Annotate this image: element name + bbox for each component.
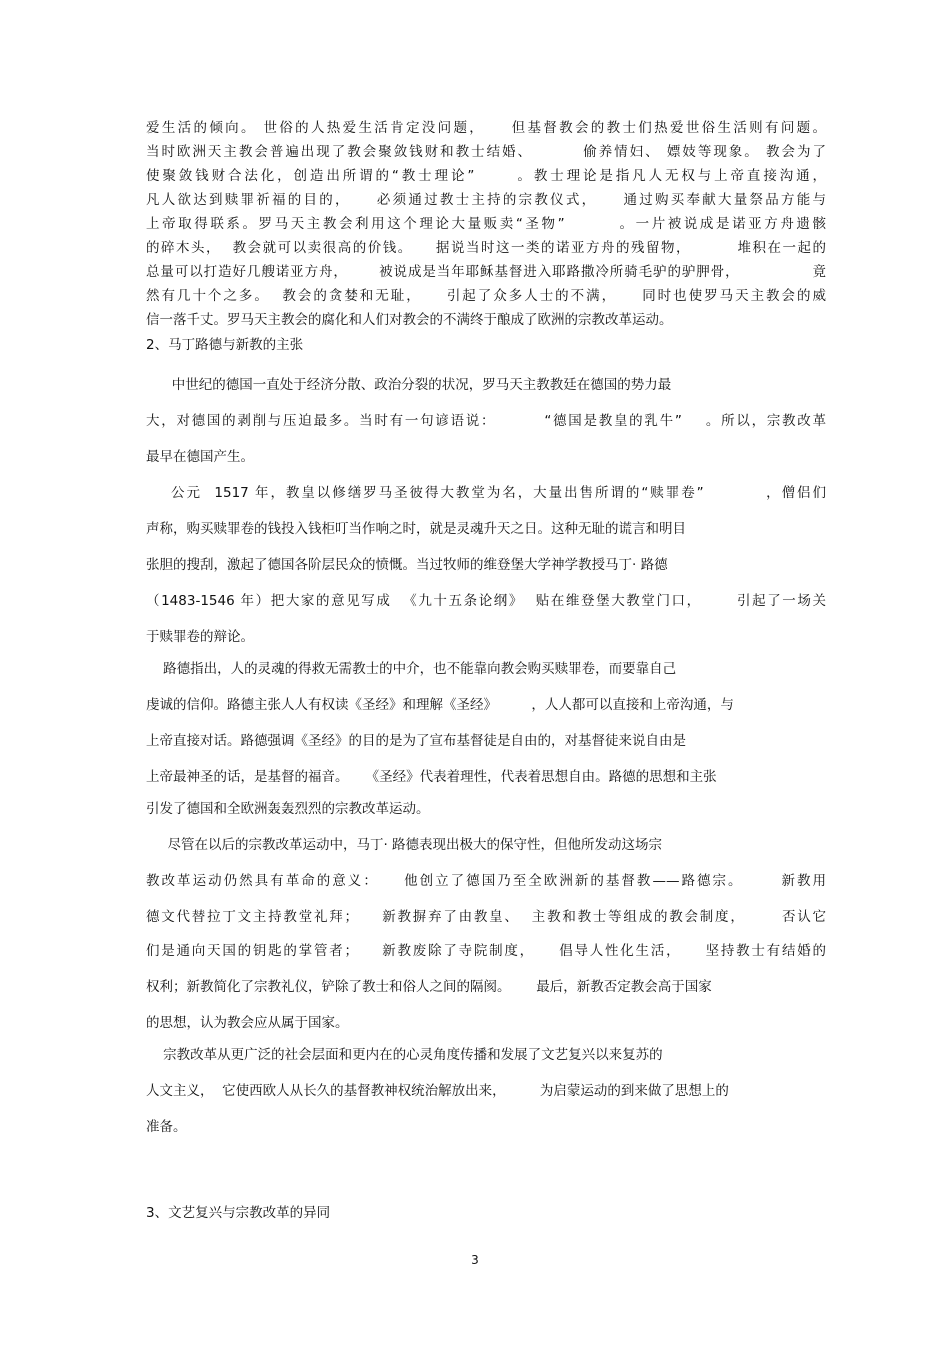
text-line: 当时欧洲天主教会普遍出现了教会聚敛钱财和教士结婚、 偷养情妇、 嫖妓等现象。 教会为了 xyxy=(146,144,826,160)
text-line: 宗教改革从更广泛的社会层面和更内在的心灵角度传播和发展了文艺复兴以来复苏的 xyxy=(146,1047,663,1063)
text-line: 德文代替拉丁文主持教堂礼拜； 新教摒弃了由教皇、 主教和教士等组成的教会制度， 否认它 xyxy=(146,909,826,925)
text-line: 权利；新教简化了宗教礼仪，铲除了教士和俗人之间的隔阂。 最后，新教否定教会高于国家 xyxy=(146,979,712,995)
page-number: 3 xyxy=(471,1253,479,1267)
text-line: 路德指出，人的灵魂的得救无需教士的中介，也不能靠向教会购买赎罪卷，而要靠自己 xyxy=(146,661,677,677)
text-line: 上帝直接对话。路德强调《圣经》的目的是为了宣布基督徒是自由的，对基督徒来说自由是 xyxy=(146,733,686,749)
text-line: 公元 1517 年，教皇以修缮罗马圣彼得大教堂为名，大量出售所谓的“赎罪卷” ，僧侣们 xyxy=(146,485,826,501)
text-line: 爱生活的倾向。 世俗的人热爱生活肯定没问题， 但基督教会的教士们热爱世俗生活则有问题。 xyxy=(146,120,826,136)
section-heading: 3、文艺复兴与宗教改革的异同 xyxy=(146,1205,331,1221)
text-line: 引发了德国和全欧洲轰轰烈烈的宗教改革运动。 xyxy=(146,801,430,817)
text-line: 教改革运动仍然具有革命的意义： 他创立了德国乃至全欧洲新的基督教——路德宗。 新教用 xyxy=(146,873,826,889)
text-line: 的思想，认为教会应从属于国家。 xyxy=(146,1015,349,1031)
text-line: 然有几十个之多。 教会的贪婪和无耻， 引起了众多人士的不满， 同时也使罗马天主教会的威 xyxy=(146,288,826,304)
text-line: 大，对德国的剥削与压迫最多。当时有一句谚语说： “德国是教皇的乳牛” 。所以，宗教改革 xyxy=(146,413,826,429)
text-line: 总量可以打造好几艘诺亚方舟， 被说成是当年耶稣基督进入耶路撒冷所骑毛驴的驴胛骨， 竟 xyxy=(146,264,826,280)
text-line: （1483-1546 年）把大家的意见写成 《九十五条论纲》 贴在维登堡大教堂门口， 引起了一场关 xyxy=(146,593,826,609)
text-line: 中世纪的德国一直处于经济分散、政治分裂的状况，罗马天主教教廷在德国的势力最 xyxy=(146,377,672,393)
text-line: 最早在德国产生。 xyxy=(146,449,254,465)
text-line: 于赎罪卷的辩论。 xyxy=(146,629,254,645)
text-line: 们是通向天国的钥匙的掌管者； 新教废除了寺院制度， 倡导人性化生活， 坚持教士有结婚的 xyxy=(146,943,826,959)
text-line: 人文主义， 它使西欧人从长久的基督教神权统治解放出来， 为启蒙运动的到来做了思想上的 xyxy=(146,1083,729,1099)
text-line: 声称，购买赎罪卷的钱投入钱柜叮当作响之时，就是灵魂升天之日。这种无耻的谎言和明目 xyxy=(146,521,686,537)
text-line: 张胆的搜刮，激起了德国各阶层民众的愤慨。当过牧师的维登堡大学神学教授马丁· 路德 xyxy=(146,557,668,573)
text-line: 上帝取得联系。罗马天主教会利用这个理论大量贩卖“圣物” 。一片被说成是诺亚方舟遗骸 xyxy=(146,216,826,232)
text-line: 凡人欲达到赎罪祈福的目的， 必须通过教士主持的宗教仪式， 通过购买奉献大量祭品方能与 xyxy=(146,192,826,208)
text-line: 虔诚的信仰。路德主张人人有权读《圣经》和理解《圣经》 ，人人都可以直接和上帝沟通，与 xyxy=(146,697,734,713)
text-line: 尽管在以后的宗教改革运动中，马丁· 路德表现出极大的保守性，但他所发动这场宗 xyxy=(146,837,663,853)
section-heading: 2、马丁路德与新教的主张 xyxy=(146,337,304,353)
text-line: 的碎木头， 教会就可以卖很高的价钱。 据说当时这一类的诺亚方舟的残留物， 堆积在一起的 xyxy=(146,240,826,256)
text-line: 使聚敛钱财合法化，创造出所谓的“教士理论” 。教士理论是指凡人无权与上帝直接沟通， xyxy=(146,168,826,184)
text-line: 准备。 xyxy=(146,1119,187,1135)
text-line: 上帝最神圣的话，是基督的福音。 《圣经》代表着理性，代表着思想自由。路德的思想和主张 xyxy=(146,769,717,785)
text-line: 信一落千丈。罗马天主教会的腐化和人们对教会的不满终于酿成了欧洲的宗教改革运动。 xyxy=(146,312,673,328)
